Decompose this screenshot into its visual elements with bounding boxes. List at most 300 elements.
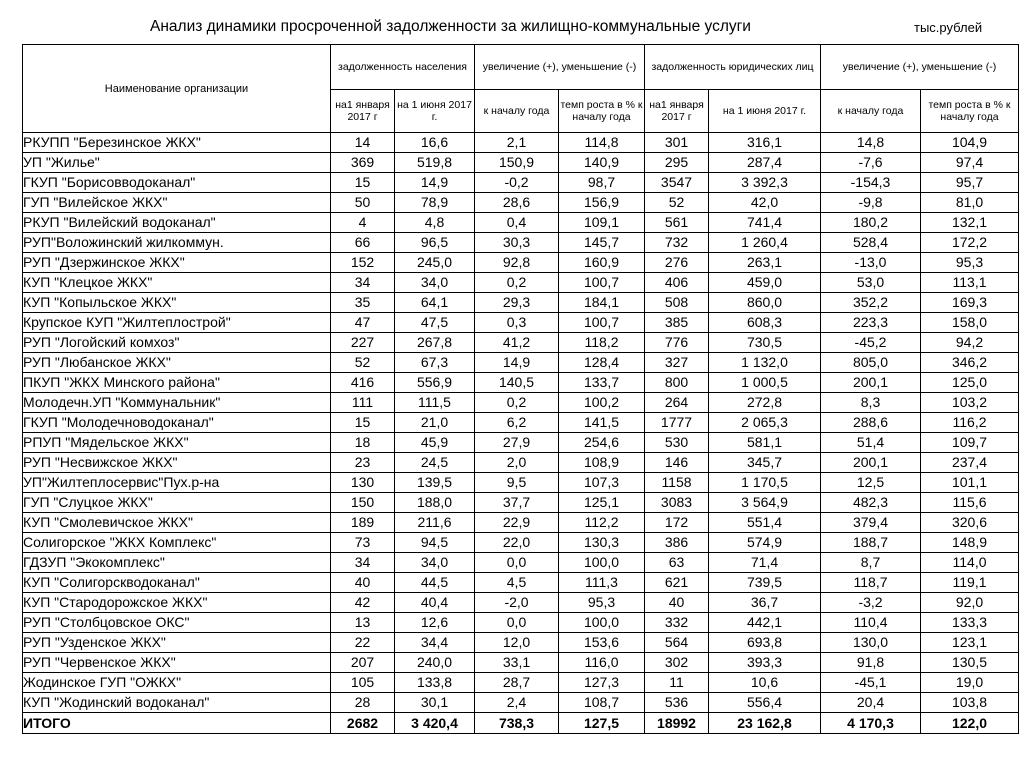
cell-pop-jan: 52 <box>331 353 395 373</box>
cell-pop-ytd: 6,2 <box>475 413 559 433</box>
cell-legal-jan: 301 <box>645 133 709 153</box>
cell-pop-ytd: 30,3 <box>475 233 559 253</box>
cell-legal-jun: 42,0 <box>709 193 821 213</box>
cell-legal-jun: 1 170,5 <box>709 473 821 493</box>
cell-org-name: ГКУП "Борисовводоканал" <box>23 173 331 193</box>
cell-legal-ytd: 118,7 <box>821 573 921 593</box>
table-row <box>23 193 1019 213</box>
table-row <box>23 513 1019 533</box>
cell-legal-ytd: 200,1 <box>821 453 921 473</box>
cell-pop-jun: 40,4 <box>395 593 475 613</box>
table-row <box>23 173 1019 193</box>
cell-legal-jan: 332 <box>645 613 709 633</box>
units-label: тыс.рублей <box>914 20 983 35</box>
cell-legal-rate: 114,0 <box>921 553 1019 573</box>
cell-legal-rate: 97,4 <box>921 153 1019 173</box>
header-rate-legal: темп роста в % к началу года <box>921 90 1019 133</box>
cell-legal-rate: 109,7 <box>921 433 1019 453</box>
cell-pop-ytd: 0,2 <box>475 273 559 293</box>
cell-legal-jun: 3 564,9 <box>709 493 821 513</box>
cell-pop-rate: 108,7 <box>559 693 645 713</box>
cell-legal-jan: 302 <box>645 653 709 673</box>
cell-legal-ytd: 180,2 <box>821 213 921 233</box>
header-jun-legal: на 1 июня 2017 г. <box>709 90 821 133</box>
cell-pop-rate: 156,9 <box>559 193 645 213</box>
cell-legal-ytd: 110,4 <box>821 613 921 633</box>
cell-legal-jan: 18992 <box>645 713 709 734</box>
cell-legal-ytd: 288,6 <box>821 413 921 433</box>
cell-legal-jan: 776 <box>645 333 709 353</box>
cell-org-name: РУП "Дзержинское ЖКХ" <box>23 253 331 273</box>
cell-legal-jan: 63 <box>645 553 709 573</box>
cell-pop-jan: 207 <box>331 653 395 673</box>
cell-pop-rate: 100,7 <box>559 273 645 293</box>
cell-org-name: УП "Жилье" <box>23 153 331 173</box>
cell-pop-ytd: 2,4 <box>475 693 559 713</box>
cell-pop-jan: 13 <box>331 613 395 633</box>
cell-legal-ytd: 188,7 <box>821 533 921 553</box>
cell-legal-rate: 320,6 <box>921 513 1019 533</box>
table-row <box>23 253 1019 273</box>
cell-pop-jun: 34,0 <box>395 553 475 573</box>
cell-legal-rate: 95,3 <box>921 253 1019 273</box>
cell-pop-jun: 556,9 <box>395 373 475 393</box>
cell-legal-jun: 393,3 <box>709 653 821 673</box>
header-org: Наименование организации <box>23 45 331 133</box>
cell-pop-jan: 34 <box>331 273 395 293</box>
cell-pop-jan: 42 <box>331 593 395 613</box>
cell-pop-ytd: 2,0 <box>475 453 559 473</box>
cell-pop-ytd: 0,3 <box>475 313 559 333</box>
page-title: Анализ динамики просроченной задолженности за жилищно-коммунальные услуги <box>150 18 751 35</box>
cell-legal-jan: 327 <box>645 353 709 373</box>
cell-pop-ytd: 738,3 <box>475 713 559 734</box>
cell-legal-rate: 123,1 <box>921 633 1019 653</box>
cell-pop-jun: 21,0 <box>395 413 475 433</box>
cell-legal-jun: 556,4 <box>709 693 821 713</box>
header-ytd-legal: к началу года <box>821 90 921 133</box>
cell-legal-jan: 530 <box>645 433 709 453</box>
cell-legal-rate: 119,1 <box>921 573 1019 593</box>
header-ytd: к началу года <box>475 90 559 133</box>
cell-pop-rate: 111,3 <box>559 573 645 593</box>
cell-pop-ytd: 22,9 <box>475 513 559 533</box>
cell-legal-jan: 1158 <box>645 473 709 493</box>
cell-org-name: ГУП "Вилейское ЖКХ" <box>23 193 331 213</box>
cell-legal-ytd: 51,4 <box>821 433 921 453</box>
debt-table <box>22 44 1019 734</box>
cell-pop-rate: 133,7 <box>559 373 645 393</box>
cell-org-name: РУП "Логойский комхоз" <box>23 333 331 353</box>
cell-legal-ytd: -45,2 <box>821 333 921 353</box>
cell-legal-ytd: 482,3 <box>821 493 921 513</box>
header-jan: на1 января 2017 г <box>331 90 395 133</box>
cell-legal-jan: 800 <box>645 373 709 393</box>
table-row <box>23 133 1019 153</box>
cell-legal-jan: 561 <box>645 213 709 233</box>
cell-org-name: РУП "Узденское ЖКХ" <box>23 633 331 653</box>
cell-pop-ytd: 0,2 <box>475 393 559 413</box>
cell-pop-jan: 189 <box>331 513 395 533</box>
cell-pop-jun: 139,5 <box>395 473 475 493</box>
cell-pop-rate: 127,5 <box>559 713 645 734</box>
cell-pop-jun: 240,0 <box>395 653 475 673</box>
cell-pop-jun: 47,5 <box>395 313 475 333</box>
cell-org-name: РКУПП "Березинское ЖКХ" <box>23 133 331 153</box>
cell-legal-jan: 11 <box>645 673 709 693</box>
cell-legal-rate: 122,0 <box>921 713 1019 734</box>
cell-pop-jun: 14,9 <box>395 173 475 193</box>
table-row <box>23 213 1019 233</box>
cell-pop-ytd: 0,0 <box>475 553 559 573</box>
cell-legal-jun: 442,1 <box>709 613 821 633</box>
cell-pop-jan: 130 <box>331 473 395 493</box>
cell-legal-rate: 81,0 <box>921 193 1019 213</box>
cell-legal-rate: 116,2 <box>921 413 1019 433</box>
cell-pop-jun: 78,9 <box>395 193 475 213</box>
table-row <box>23 653 1019 673</box>
cell-pop-jun: 64,1 <box>395 293 475 313</box>
cell-pop-ytd: 9,5 <box>475 473 559 493</box>
cell-pop-rate: 114,8 <box>559 133 645 153</box>
cell-legal-rate: 115,6 <box>921 493 1019 513</box>
cell-legal-rate: 19,0 <box>921 673 1019 693</box>
cell-pop-jun: 24,5 <box>395 453 475 473</box>
cell-legal-ytd: 223,3 <box>821 313 921 333</box>
cell-legal-ytd: -7,6 <box>821 153 921 173</box>
table-row <box>23 353 1019 373</box>
cell-legal-rate: 125,0 <box>921 373 1019 393</box>
cell-pop-ytd: 41,2 <box>475 333 559 353</box>
cell-org-name: ИТОГО <box>23 713 331 734</box>
cell-pop-jun: 94,5 <box>395 533 475 553</box>
cell-pop-jan: 105 <box>331 673 395 693</box>
cell-pop-rate: 145,7 <box>559 233 645 253</box>
cell-org-name: КУП "Солигорскводоканал" <box>23 573 331 593</box>
header-legal-change: увеличение (+), уменьшение (-) <box>821 45 1019 90</box>
cell-pop-ytd: 150,9 <box>475 153 559 173</box>
table-row <box>23 633 1019 653</box>
header-pop-change: увеличение (+), уменьшение (-) <box>475 45 645 90</box>
cell-pop-rate: 100,7 <box>559 313 645 333</box>
cell-legal-jan: 276 <box>645 253 709 273</box>
cell-pop-jan: 23 <box>331 453 395 473</box>
cell-legal-jun: 272,8 <box>709 393 821 413</box>
cell-legal-jun: 551,4 <box>709 513 821 533</box>
table-row <box>23 393 1019 413</box>
cell-pop-jan: 15 <box>331 413 395 433</box>
cell-pop-jun: 211,6 <box>395 513 475 533</box>
cell-pop-jun: 111,5 <box>395 393 475 413</box>
cell-pop-jun: 67,3 <box>395 353 475 373</box>
cell-pop-ytd: 2,1 <box>475 133 559 153</box>
cell-legal-rate: 103,2 <box>921 393 1019 413</box>
cell-legal-jun: 741,4 <box>709 213 821 233</box>
header-jun: на 1 июня 2017 г. <box>395 90 475 133</box>
cell-org-name: ГКУП "Молодечноводоканал" <box>23 413 331 433</box>
cell-legal-ytd: 20,4 <box>821 693 921 713</box>
cell-legal-jun: 693,8 <box>709 633 821 653</box>
cell-legal-jun: 581,1 <box>709 433 821 453</box>
cell-pop-rate: 125,1 <box>559 493 645 513</box>
cell-org-name: ГДЗУП "Экокомплекс" <box>23 553 331 573</box>
cell-pop-rate: 140,9 <box>559 153 645 173</box>
table-row <box>23 153 1019 173</box>
cell-org-name: Молодечн.УП "Коммунальник" <box>23 393 331 413</box>
cell-legal-jan: 3547 <box>645 173 709 193</box>
cell-org-name: РУП "Столбцовское ОКС" <box>23 613 331 633</box>
cell-org-name: РУП "Любанское ЖКХ" <box>23 353 331 373</box>
cell-legal-ytd: 352,2 <box>821 293 921 313</box>
cell-pop-jun: 34,4 <box>395 633 475 653</box>
cell-org-name: КУП "Клецкое ЖКХ" <box>23 273 331 293</box>
cell-org-name: КУП "Жодинский водоканал" <box>23 693 331 713</box>
table-row <box>23 533 1019 553</box>
cell-pop-ytd: 140,5 <box>475 373 559 393</box>
cell-pop-jan: 152 <box>331 253 395 273</box>
cell-pop-jun: 519,8 <box>395 153 475 173</box>
cell-legal-jun: 10,6 <box>709 673 821 693</box>
cell-pop-rate: 116,0 <box>559 653 645 673</box>
cell-legal-rate: 113,1 <box>921 273 1019 293</box>
cell-legal-jan: 3083 <box>645 493 709 513</box>
cell-legal-ytd: 8,7 <box>821 553 921 573</box>
cell-legal-rate: 169,3 <box>921 293 1019 313</box>
table-row <box>23 313 1019 333</box>
cell-legal-jun: 71,4 <box>709 553 821 573</box>
cell-pop-rate: 100,0 <box>559 553 645 573</box>
cell-pop-rate: 100,2 <box>559 393 645 413</box>
cell-pop-jun: 267,8 <box>395 333 475 353</box>
cell-legal-rate: 133,3 <box>921 613 1019 633</box>
table-row <box>23 453 1019 473</box>
cell-legal-ytd: 14,8 <box>821 133 921 153</box>
cell-pop-ytd: 27,9 <box>475 433 559 453</box>
cell-pop-ytd: 92,8 <box>475 253 559 273</box>
table-row <box>23 673 1019 693</box>
header-rate: темп роста в % к началу года <box>559 90 645 133</box>
cell-pop-rate: 254,6 <box>559 433 645 453</box>
cell-pop-rate: 118,2 <box>559 333 645 353</box>
cell-pop-jun: 188,0 <box>395 493 475 513</box>
cell-pop-ytd: 29,3 <box>475 293 559 313</box>
cell-legal-rate: 346,2 <box>921 353 1019 373</box>
cell-pop-ytd: 0,0 <box>475 613 559 633</box>
cell-pop-jan: 34 <box>331 553 395 573</box>
cell-legal-jun: 608,3 <box>709 313 821 333</box>
cell-pop-rate: 160,9 <box>559 253 645 273</box>
cell-legal-jun: 3 392,3 <box>709 173 821 193</box>
cell-pop-rate: 128,4 <box>559 353 645 373</box>
cell-legal-ytd: -154,3 <box>821 173 921 193</box>
cell-legal-jan: 406 <box>645 273 709 293</box>
cell-legal-jun: 36,7 <box>709 593 821 613</box>
cell-pop-jun: 4,8 <box>395 213 475 233</box>
cell-legal-jun: 860,0 <box>709 293 821 313</box>
cell-legal-jan: 536 <box>645 693 709 713</box>
cell-legal-jan: 564 <box>645 633 709 653</box>
cell-legal-jan: 621 <box>645 573 709 593</box>
cell-pop-jan: 369 <box>331 153 395 173</box>
table-row <box>23 413 1019 433</box>
header-pop-debt: задолженность населения <box>331 45 475 90</box>
cell-org-name: УП"Жилтеплосервис"Пух.р-на <box>23 473 331 493</box>
cell-pop-jan: 18 <box>331 433 395 453</box>
table-row <box>23 693 1019 713</box>
cell-legal-jun: 263,1 <box>709 253 821 273</box>
cell-legal-ytd: 53,0 <box>821 273 921 293</box>
table-row <box>23 233 1019 253</box>
cell-legal-jun: 316,1 <box>709 133 821 153</box>
cell-legal-jun: 1 000,5 <box>709 373 821 393</box>
cell-org-name: ПКУП "ЖКХ Минского района" <box>23 373 331 393</box>
cell-legal-ytd: 379,4 <box>821 513 921 533</box>
cell-legal-jan: 146 <box>645 453 709 473</box>
table-row <box>23 493 1019 513</box>
cell-pop-ytd: 33,1 <box>475 653 559 673</box>
cell-pop-jun: 96,5 <box>395 233 475 253</box>
table-row <box>23 273 1019 293</box>
table-row <box>23 593 1019 613</box>
cell-org-name: Солигорское "ЖКХ Комплекс" <box>23 533 331 553</box>
cell-legal-jun: 1 260,4 <box>709 233 821 253</box>
cell-pop-jan: 111 <box>331 393 395 413</box>
cell-org-name: РУП "Червенское ЖКХ" <box>23 653 331 673</box>
cell-legal-rate: 237,4 <box>921 453 1019 473</box>
cell-pop-jun: 44,5 <box>395 573 475 593</box>
cell-pop-jan: 416 <box>331 373 395 393</box>
cell-legal-ytd: 805,0 <box>821 353 921 373</box>
cell-pop-rate: 127,3 <box>559 673 645 693</box>
cell-legal-ytd: -3,2 <box>821 593 921 613</box>
cell-pop-jan: 2682 <box>331 713 395 734</box>
cell-legal-jun: 739,5 <box>709 573 821 593</box>
cell-pop-rate: 141,5 <box>559 413 645 433</box>
table-row <box>23 373 1019 393</box>
table-row <box>23 573 1019 593</box>
cell-pop-jan: 35 <box>331 293 395 313</box>
cell-legal-rate: 103,8 <box>921 693 1019 713</box>
cell-legal-jan: 264 <box>645 393 709 413</box>
cell-legal-rate: 148,9 <box>921 533 1019 553</box>
cell-legal-jun: 287,4 <box>709 153 821 173</box>
cell-pop-rate: 98,7 <box>559 173 645 193</box>
cell-org-name: КУП "Копыльское ЖКХ" <box>23 293 331 313</box>
cell-legal-rate: 94,2 <box>921 333 1019 353</box>
table-row <box>23 553 1019 573</box>
cell-legal-rate: 92,0 <box>921 593 1019 613</box>
cell-pop-rate: 130,3 <box>559 533 645 553</box>
table-body <box>23 133 1019 734</box>
cell-pop-jan: 4 <box>331 213 395 233</box>
cell-pop-jan: 40 <box>331 573 395 593</box>
cell-pop-jan: 50 <box>331 193 395 213</box>
cell-legal-jun: 459,0 <box>709 273 821 293</box>
cell-pop-jun: 45,9 <box>395 433 475 453</box>
cell-pop-jan: 14 <box>331 133 395 153</box>
cell-legal-jan: 1777 <box>645 413 709 433</box>
cell-org-name: ГУП "Слуцкое ЖКХ" <box>23 493 331 513</box>
header-legal-debt: задолженность юридических лиц <box>645 45 821 90</box>
cell-org-name: Жодинское ГУП "ОЖКХ" <box>23 673 331 693</box>
cell-legal-jan: 508 <box>645 293 709 313</box>
cell-legal-jan: 52 <box>645 193 709 213</box>
cell-legal-ytd: -13,0 <box>821 253 921 273</box>
cell-pop-ytd: -2,0 <box>475 593 559 613</box>
cell-pop-jan: 73 <box>331 533 395 553</box>
cell-pop-rate: 112,2 <box>559 513 645 533</box>
cell-org-name: РУП "Несвижское ЖКХ" <box>23 453 331 473</box>
cell-legal-ytd: 4 170,3 <box>821 713 921 734</box>
cell-legal-jan: 295 <box>645 153 709 173</box>
table-row <box>23 473 1019 493</box>
cell-org-name: РПУП "Мядельское ЖКХ" <box>23 433 331 453</box>
cell-pop-jun: 34,0 <box>395 273 475 293</box>
cell-legal-rate: 132,1 <box>921 213 1019 233</box>
cell-legal-rate: 95,7 <box>921 173 1019 193</box>
cell-org-name: РУП"Воложинский жилкоммун. <box>23 233 331 253</box>
header-jan-legal: на1 января 2017 г <box>645 90 709 133</box>
cell-org-name: РКУП "Вилейский водоканал" <box>23 213 331 233</box>
cell-pop-ytd: 4,5 <box>475 573 559 593</box>
cell-legal-jan: 386 <box>645 533 709 553</box>
cell-legal-rate: 130,5 <box>921 653 1019 673</box>
cell-org-name: КУП "Стародорожское ЖКХ" <box>23 593 331 613</box>
cell-legal-rate: 172,2 <box>921 233 1019 253</box>
cell-pop-jan: 66 <box>331 233 395 253</box>
cell-legal-ytd: 130,0 <box>821 633 921 653</box>
cell-legal-jun: 345,7 <box>709 453 821 473</box>
cell-legal-rate: 104,9 <box>921 133 1019 153</box>
cell-org-name: Крупское КУП "Жилтеплострой" <box>23 313 331 333</box>
cell-org-name: КУП "Смолевичское ЖКХ" <box>23 513 331 533</box>
table-row <box>23 293 1019 313</box>
cell-pop-jun: 133,8 <box>395 673 475 693</box>
cell-pop-ytd: 14,9 <box>475 353 559 373</box>
cell-legal-jun: 574,9 <box>709 533 821 553</box>
cell-legal-jan: 172 <box>645 513 709 533</box>
cell-pop-jun: 12,6 <box>395 613 475 633</box>
cell-legal-ytd: 91,8 <box>821 653 921 673</box>
cell-legal-ytd: 8,3 <box>821 393 921 413</box>
cell-legal-jun: 23 162,8 <box>709 713 821 734</box>
cell-pop-jan: 47 <box>331 313 395 333</box>
cell-pop-rate: 100,0 <box>559 613 645 633</box>
cell-pop-rate: 184,1 <box>559 293 645 313</box>
table-row <box>23 433 1019 453</box>
cell-pop-ytd: 37,7 <box>475 493 559 513</box>
cell-pop-ytd: -0,2 <box>475 173 559 193</box>
total-row <box>23 713 1019 734</box>
cell-legal-ytd: -45,1 <box>821 673 921 693</box>
cell-pop-jan: 28 <box>331 693 395 713</box>
cell-pop-ytd: 28,6 <box>475 193 559 213</box>
cell-pop-ytd: 0,4 <box>475 213 559 233</box>
cell-pop-jun: 3 420,4 <box>395 713 475 734</box>
cell-pop-ytd: 12,0 <box>475 633 559 653</box>
cell-legal-rate: 101,1 <box>921 473 1019 493</box>
cell-pop-ytd: 28,7 <box>475 673 559 693</box>
cell-pop-jan: 22 <box>331 633 395 653</box>
cell-legal-jan: 385 <box>645 313 709 333</box>
cell-pop-rate: 107,3 <box>559 473 645 493</box>
cell-legal-ytd: 200,1 <box>821 373 921 393</box>
cell-legal-ytd: 528,4 <box>821 233 921 253</box>
cell-pop-ytd: 22,0 <box>475 533 559 553</box>
cell-legal-jan: 732 <box>645 233 709 253</box>
cell-pop-rate: 108,9 <box>559 453 645 473</box>
table-row <box>23 613 1019 633</box>
